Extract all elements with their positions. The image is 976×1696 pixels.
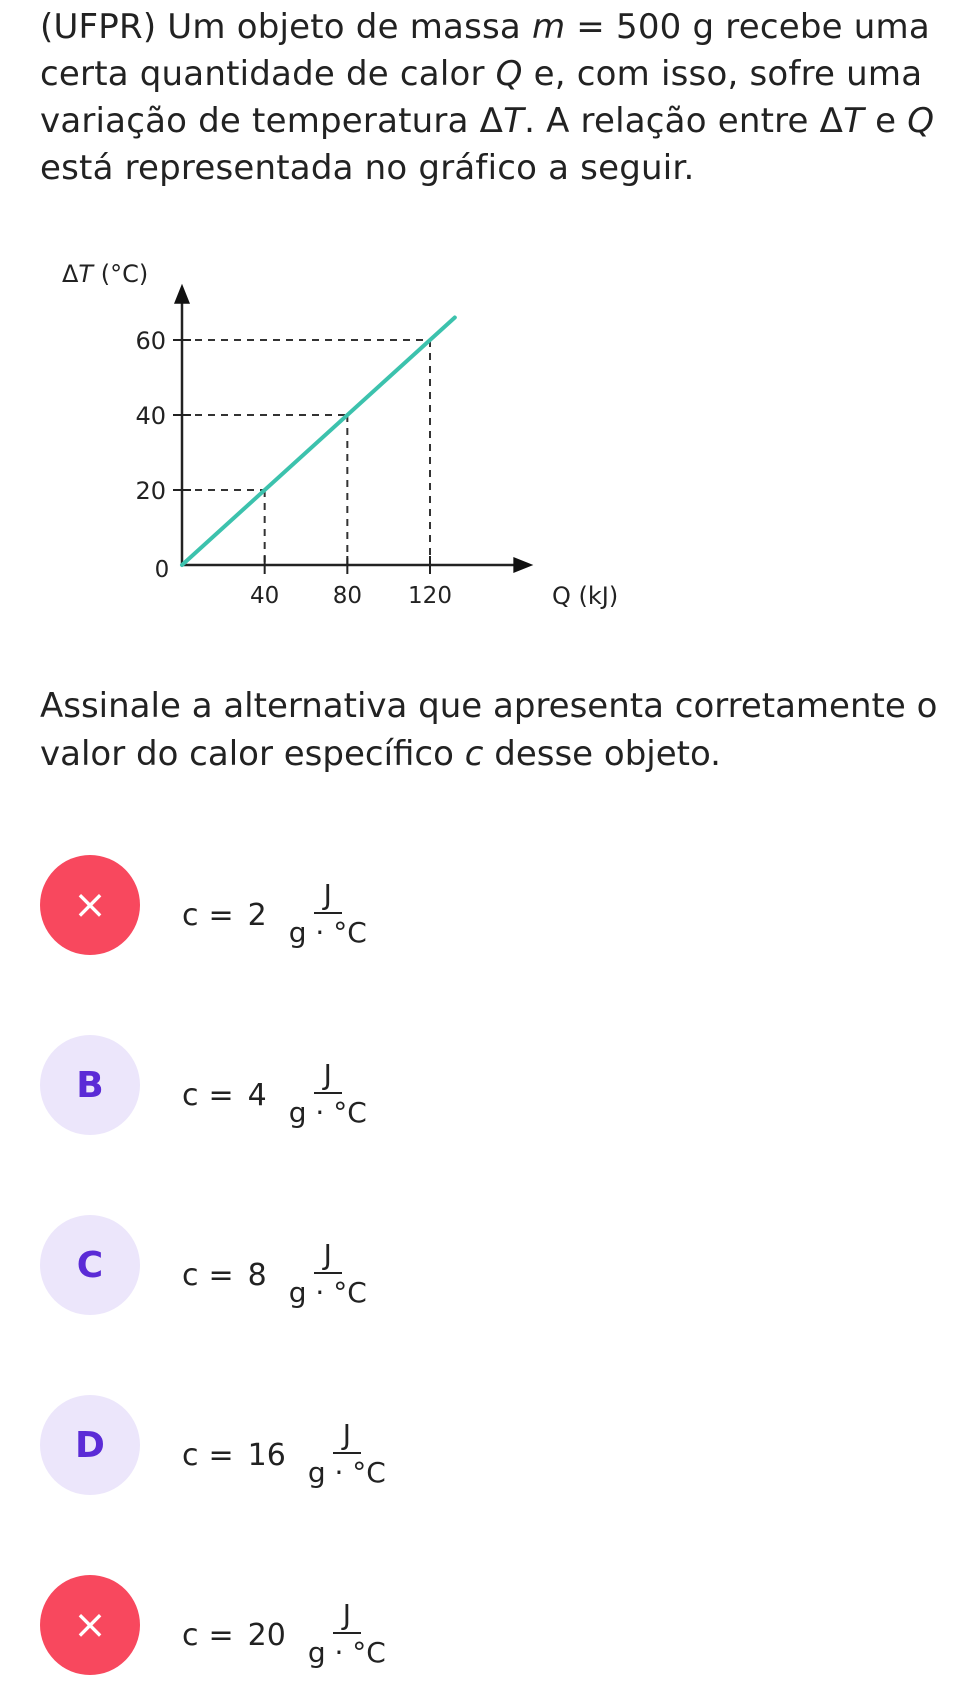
instruction-line-1: Assinale a alternativa que apresenta corretamente o: [40, 686, 938, 726]
option-c-formula: c = 8 $\frac{J}{g \cdot ^\circ C}$: [182, 1238, 367, 1309]
chart-xlabel: Q (kJ): [552, 582, 619, 610]
question-line-2: certa quantidade de calor Q e, com isso, sofre uma: [40, 54, 923, 94]
question-line-4: está representada no gráfico a seguir.: [40, 148, 695, 188]
x-tick-label-80: 80: [332, 583, 362, 609]
y-tick-label-60: 60: [135, 327, 166, 355]
temperature-heat-chart: [40, 230, 660, 640]
x-axis-arrow-icon: [513, 557, 533, 573]
option-b[interactable]: [40, 1035, 640, 1135]
option-e-formula: c = 20 $\frac{J}{g \cdot ^\circ C}$: [182, 1598, 386, 1669]
x-tick-label-120: 120: [408, 583, 452, 609]
close-icon: ×: [73, 1602, 107, 1648]
option-e[interactable]: [40, 1575, 640, 1675]
y-axis-arrow-icon: [174, 284, 190, 304]
chart-ylabel: ΔT (°C): [62, 260, 149, 288]
option-a[interactable]: [40, 855, 640, 955]
y-tick-label-40: 40: [135, 402, 166, 430]
instruction-text: [40, 682, 960, 778]
question-text: [40, 4, 960, 192]
question-line-3: variação de temperatura ΔT. A relação entre ΔT e Q: [40, 101, 935, 141]
instruction-line-2: valor do calor específico c desse objeto.: [40, 734, 721, 774]
y-tick-label-20: 20: [135, 477, 166, 505]
option-d-badge[interactable]: D: [40, 1395, 140, 1495]
option-a-badge[interactable]: [40, 855, 140, 955]
option-b-badge[interactable]: B: [40, 1035, 140, 1135]
question-line-1: (UFPR) Um objeto de massa m = 500 g recebe uma: [40, 7, 930, 47]
series-line: [182, 318, 455, 566]
x-tick-label-0: 0: [154, 557, 170, 583]
option-e-badge[interactable]: [40, 1575, 140, 1675]
option-c[interactable]: [40, 1215, 640, 1315]
x-tick-label-40: 40: [250, 583, 280, 609]
option-a-formula: c = 2 $\frac{J}{g \cdot ^\circ C}$: [182, 878, 367, 949]
option-d-formula: c = 16 $\frac{J}{g \cdot ^\circ C}$: [182, 1418, 386, 1489]
option-b-formula: c = 4 $\frac{J}{g \cdot ^\circ C}$: [182, 1058, 367, 1129]
close-icon: ×: [73, 882, 107, 928]
option-d[interactable]: [40, 1395, 640, 1495]
option-c-badge[interactable]: C: [40, 1215, 140, 1315]
